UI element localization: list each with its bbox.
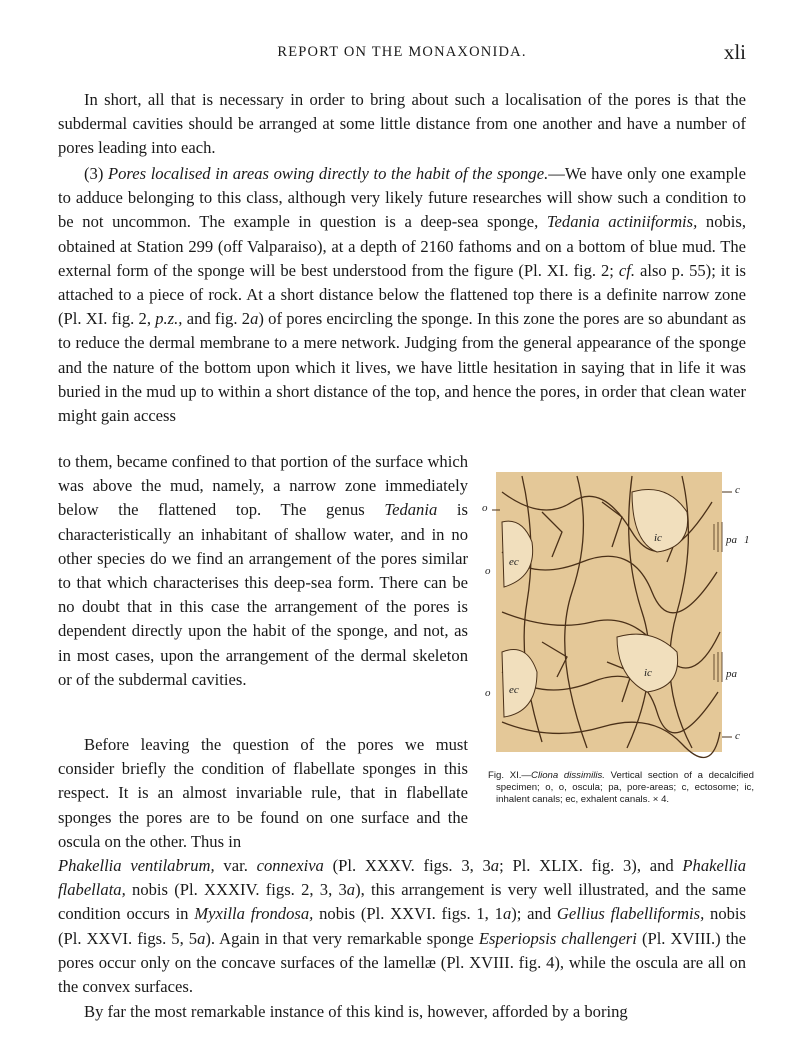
text-run: (Pl. XVIII.) the pores occur only on the concave surfaces of the lamellæ (Pl. XVIII. fig. 4), while the oscula are all on the convex surfaces.: [58, 928, 747, 997]
section-heading: Pores localised in areas owing directly to the habit of the sponge.: [107, 164, 549, 183]
text-run: and fig. 2: [186, 309, 251, 329]
paragraph-habit-of-sponge: [58, 162, 746, 428]
text-run: nobis (Pl. XXVI. figs. 5, 5: [58, 904, 746, 948]
paragraph-flabellate-full: [58, 854, 746, 999]
label-ic-lower: ic: [644, 667, 652, 679]
abbrev-pz: p.z.,: [155, 309, 183, 329]
page-header: [58, 40, 746, 68]
page-number: xli: [723, 40, 746, 64]
text-run: ), this arrangement is very well illustrated, and the same condition occurs in: [58, 880, 746, 924]
label-c-top: c: [735, 484, 740, 496]
section-illustration: [482, 462, 760, 762]
text-run: var.: [223, 856, 248, 875]
figure-cliona-section: [482, 462, 760, 762]
text-run: (Pl. XXXV. figs. 3, 3: [332, 856, 491, 875]
running-title: REPORT ON THE MONAXONIDA.: [277, 44, 527, 60]
species-name: Myxilla frondosa,: [194, 904, 314, 924]
text-run: also p. 55); it is attached to a piece of rock. At a short distance below the flattened top there is a definite narrow zone (Pl. XI. fig. 2,: [58, 260, 747, 329]
fig-suffix: a: [250, 309, 259, 329]
label-ic-upper: ic: [654, 532, 662, 544]
text-run: ); and: [511, 904, 552, 924]
species-name: Tedania actiniiformis,: [546, 212, 698, 232]
label-ec-lower: ec: [509, 684, 519, 696]
fig-suffix: a: [502, 904, 512, 924]
paragraph-1-text: In short, all that is necessary in order to bring about such a localisation of the pores is that the subdermal cavities should be arranged at some little distance from one another and have a number of pores leading into each.: [58, 90, 746, 158]
caption-species: Cliona dissimilis.: [531, 770, 605, 781]
caption-fig-number: Fig. XI.—: [488, 770, 532, 781]
species-name: Esperiopsis challengeri: [478, 928, 637, 948]
text-run: nobis (Pl. XXVI. figs. 1, 1: [319, 904, 503, 924]
text-run: ). Again in that very remarkable sponge: [205, 928, 474, 948]
label-1: 1: [744, 534, 750, 546]
text-run: nobis (Pl. XXXIV. figs. 2, 3, 3: [132, 880, 347, 900]
text-run: —We have only one example to adduce belonging to this class, although very likely future researches will show such a condition to be not uncommon. The example in question is a deep-sea sponge,: [58, 164, 746, 232]
species-name: Gellius flabelliformis,: [556, 904, 705, 924]
label-c-bottom: c: [735, 730, 740, 742]
label-o-2: o: [485, 565, 491, 577]
caption-text: Vertical section of a decalcified specimen; o, o, oscula; pa, pore-areas; c, ectosome; ic, inhalent canals; ec, exhalent canals. × 4.: [496, 770, 754, 805]
fig-suffix: a: [346, 880, 356, 900]
section-number: (3): [84, 164, 104, 183]
fig-suffix: a: [197, 928, 206, 948]
paragraph-boring: [58, 1000, 746, 1024]
label-o-3: o: [485, 687, 491, 699]
paragraph-flabellate-col: [58, 733, 468, 854]
abbrev-cf: cf.: [618, 260, 636, 280]
figure-caption: [488, 770, 754, 806]
label-pa-2: pa: [726, 668, 737, 680]
label-pa-1: pa: [726, 534, 737, 546]
genus-name: Tedania: [384, 500, 438, 520]
variety-name: connexiva: [256, 856, 324, 875]
text-run: ) of pores encircling the sponge. In this zone the pores are so abundant as to reduce the dermal membrane to a mere network. Judging from the general appearance of the sponge and the nature of the bottom upon which it lives, we have little hesitation in saying that in life it was buried in the mud up to within a short distance of the top, and hence the pores, in order that clean water might gain access: [58, 309, 746, 426]
text-run: nobis, obtained at Station 299 (off Valparaiso), at a depth of 2160 fathoms and on a bottom of blue mud. The external form of the sponge will be best understood from the figure (Pl. XI. fig. 2;: [58, 212, 746, 280]
text-run: ; Pl. XLIX. fig. 3), and: [499, 856, 674, 875]
label-o-1: o: [482, 502, 488, 514]
text-run: to them, became confined to that portion of the surface which was above the mud, namely, a narrow zone immediately below the flattened top. The genus: [58, 452, 468, 520]
paragraph-pores-summary: [58, 88, 746, 161]
label-ec-upper: ec: [509, 556, 519, 568]
fig-suffix: a: [490, 856, 500, 875]
text-run: is characteristically an inhabitant of shallow water, and in no other species do we find an arrangement of the pores similar to that which characterises this deep-sea form. There can be no doubt that in this case the arrangement of the pores is dependent directly upon the habit of the sponge, and not, as in most cases, upon the arrangement of the dermal skeleton or of the subdermal cavities.: [58, 500, 468, 689]
species-name: Phakellia flabellata,: [58, 856, 747, 900]
species-name: Phakellia ventilabrum,: [58, 856, 215, 875]
text-run: By far the most remarkable instance of this kind is, however, afforded by a boring: [84, 1002, 628, 1021]
text-run: Before leaving the question of the pores we must consider briefly the condition of flabellate sponges in this respect. It is an almost invariable rule, that in flabellate sponges the pores are to be found on one surface and the oscula on the other. Thus in: [58, 735, 468, 851]
column-text-tedania: [58, 450, 468, 692]
